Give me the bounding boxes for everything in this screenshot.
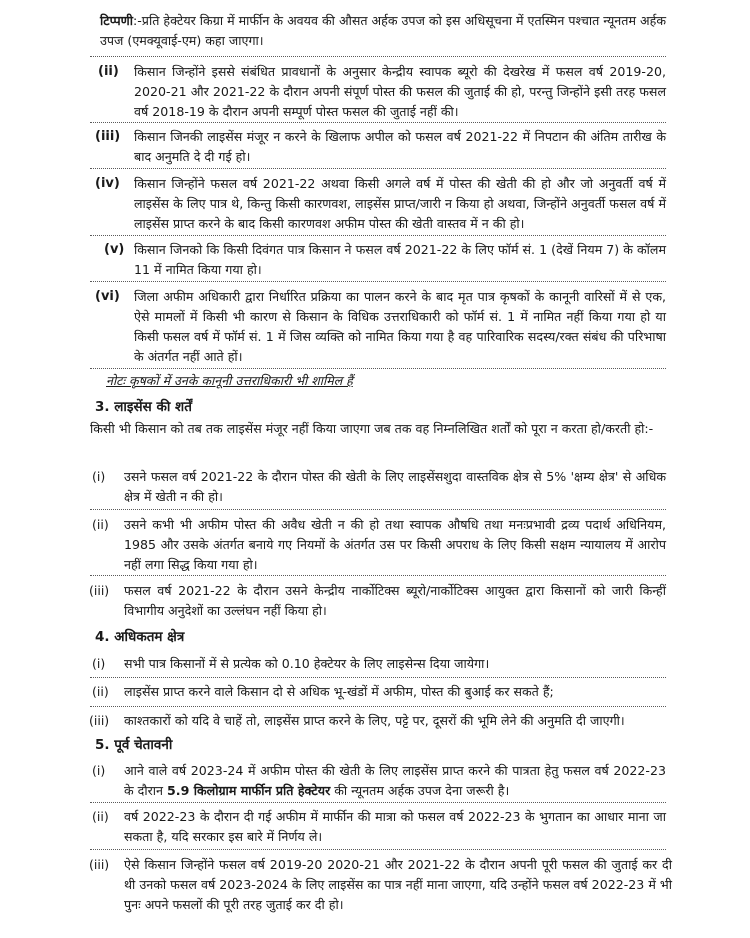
separator-line bbox=[90, 849, 666, 850]
separator-line bbox=[90, 281, 666, 282]
item-text: सभी पात्र किसानों में से प्रत्येक को 0.10 हेक्टेयर के लिए लाइसेन्स दिया जायेगा। bbox=[124, 656, 490, 671]
item-number: (iii) bbox=[89, 583, 110, 598]
clause-number: (iv) bbox=[95, 176, 120, 191]
item-text: लाइसेंस प्राप्त करने वाले किसान दो से अधिक भू-खंडों में अफीम, पोस्त की बुआई कर सकते हैं; bbox=[124, 684, 554, 699]
clause-text: किसान जिन्होंने फसल वर्ष 2021-22 अथवा किसी अगले वर्ष में पोस्त की खेती की हो और जो अनुवर्ती वर्ष में लाइसेंस के लिए पात्र थे, किन्तु किसी कारणवश, लाइसेंस प्राप्त/जारी न किया हो अथवा, जिन्होंने अनुवर्ती फसल वर्ष में लाइसेंस प्राप्त करने के बाद किसी कारणवश अफीम पोस्त की खेती वास्तव में न की हो। bbox=[134, 176, 666, 231]
separator-line bbox=[90, 509, 666, 510]
separator-line bbox=[90, 575, 666, 576]
note-text: नोटः कृषकों में उनके कानूनी उत्तराधिकारी भी शामिल हैं bbox=[106, 373, 353, 388]
item-text-emphasis: 5.9 किलोग्राम मार्फीन प्रति हेक्टेयर bbox=[167, 783, 331, 798]
separator-line bbox=[90, 802, 666, 803]
item-text: ऐसे किसान जिन्होंने फसल वर्ष 2019-20 2020-21 और 2021-22 के दौरान अपनी पूरी फसल की जुताई कर दी थी उनको फसल वर्ष 2023-2024 के लिए लाइसेंस का पात्र नहीं माना जाएगा, यदि उन्होंने फसल वर्ष 2022-23 में भी पुनः अपने फसलों की पूरी तरह जुताई कर दी हो। bbox=[124, 857, 672, 912]
clause-number: (v) bbox=[104, 242, 125, 257]
section-5-heading: 5. पूर्व चेतावनी bbox=[95, 737, 173, 753]
clause-text: किसान जिनको कि किसी दिवंगत पात्र किसान ने फसल वर्ष 2021-22 के लिए फॉर्म सं. 1 (देखें नियम 7) के कॉलम 11 में नामित किया गया हो। bbox=[134, 242, 666, 277]
clause-number: (ii) bbox=[98, 64, 119, 79]
item-text: फसल वर्ष 2021-22 के दौरान उसने केन्द्रीय नार्कोटिक्स ब्यूरो/नार्कोटिक्स आयुक्त द्वारा किसानों को जारी किन्हीं विभागीय अनुदेशों का उल्लंघन नहीं किया हो। bbox=[124, 583, 666, 618]
separator-line bbox=[90, 706, 666, 707]
clause-number: (iii) bbox=[95, 129, 121, 144]
clause-text: किसान जिन्होंने इससे संबंधित प्रावधानों के अनुसार केन्द्रीय स्वापक ब्यूरो की देखरेख में फसल वर्ष 2019-20, 2020-21 और 2021-22 के दौरान अपनी संपूर्ण पोस्त की फसल की जुताई की हो, परन्तु जिन्होंने इसी तरह फसल वर्ष 2018-19 के दौरान अपनी सम्पूर्ण पोस्त फसल की जुताई नहीं की। bbox=[134, 64, 666, 119]
item-text bbox=[124, 761, 666, 801]
item-text: काश्तकारों को यदि वे चाहें तो, लाइसेंस प्राप्त करने के लिए, पट्टे पर, दूसरों की भूमि लेने की अनुमति दी जाएगी। bbox=[124, 713, 625, 728]
separator-line bbox=[90, 677, 666, 678]
clause-text: जिला अफीम अधिकारी द्वारा निर्धारित प्रक्रिया का पालन करने के बाद मृत पात्र कृषकों के कानूनी वारिसों में से एक, ऐसे मामलों में किसी भी कारण से किसान के विधिक उत्तराधिकारी को फॉर्म सं. 1 में नामित नहीं किया गया हो या किसी फसल वर्ष में फॉर्म सं. 1 में जिस व्यक्ति को नामित किया गया है वह पारिवारिक सदस्य/रक्त संबंध की परिभाषा के अंतर्गत नहीं आते हों। bbox=[134, 289, 666, 364]
item-number: (i) bbox=[92, 656, 106, 671]
section-3-intro: किसी भी किसान को तब तक लाइसेंस मंजूर नहीं किया जाएगा जब तक वह निम्नलिखित शर्तों को पूरा न करता हो/करती हो:- bbox=[90, 421, 654, 436]
item-text-part: की न्यूनतम अर्हक उपज देना जरूरी है। bbox=[330, 783, 510, 798]
clause-text: किसान जिनकी लाइसेंस मंजूर न करने के खिलाफ अपील को फसल वर्ष 2021-22 में निपटान की अंतिम तारीख के बाद अनुमति दे दी गई हो। bbox=[134, 129, 666, 164]
item-number: (iii) bbox=[89, 713, 110, 728]
separator-line bbox=[90, 168, 666, 169]
separator-line bbox=[90, 56, 666, 57]
item-text: वर्ष 2022-23 के दौरान दी गई अफीम में मार्फीन की मात्रा को फसल वर्ष 2022-23 के भुगतान का आधार माना जा सकता है, यदि सरकार इस बारे में निर्णय ले। bbox=[124, 809, 666, 844]
item-number: (ii) bbox=[92, 684, 109, 699]
tippani-text: :-प्रति हेक्टेयर किग्रा में मार्फीन के अवयव की औसत अर्हक उपज को इस अधिसूचना में एतस्मिन पश्चात न्यूनतम अर्हक उपज (एमक्यूवाई-एम) कहा जाएगा। bbox=[100, 13, 666, 48]
item-number: (iii) bbox=[89, 857, 110, 872]
tippani-paragraph bbox=[100, 11, 666, 51]
item-text-part: आने वाले वर्ष 2023-24 में अफीम पोस्त की खेती के लिए लाइसेंस प्राप्त करने की पात्रता हेतु फसल वर्ष 2022-23 के दौरान bbox=[124, 763, 666, 798]
tippani-label: टिप्पणी bbox=[100, 13, 134, 28]
section-3-heading: 3. लाइसेंस की शर्तें bbox=[95, 399, 192, 415]
item-text: उसने फसल वर्ष 2021-22 के दौरान पोस्त की खेती के लिए लाइसेंसशुदा वास्तविक क्षेत्र से 5% 'क्षम्य क्षेत्र' से अधिक क्षेत्र में खेती न की हो। bbox=[124, 469, 666, 504]
separator-line bbox=[90, 122, 666, 123]
section-4-heading: 4. अधिकतम क्षेत्र bbox=[95, 629, 185, 645]
item-text: उसने कभी भी अफीम पोस्त की अवैध खेती न की हो तथा स्वापक औषधि तथा मनःप्रभावी द्रव्य पदार्थ अधिनियम, 1985 और उसके अंतर्गत बनाये गए नियमों के अंतर्गत उस पर किसी अपराध के लिए किसी सक्षम न्यायालय में आरोप नहीं लगा सिद्ध किया गया हो। bbox=[124, 517, 666, 572]
item-number: (ii) bbox=[92, 517, 109, 532]
item-number: (i) bbox=[92, 763, 106, 778]
item-number: (ii) bbox=[92, 809, 109, 824]
item-number: (i) bbox=[92, 469, 106, 484]
separator-line bbox=[90, 235, 666, 236]
separator-line bbox=[90, 368, 666, 369]
clause-number: (vi) bbox=[95, 289, 120, 304]
